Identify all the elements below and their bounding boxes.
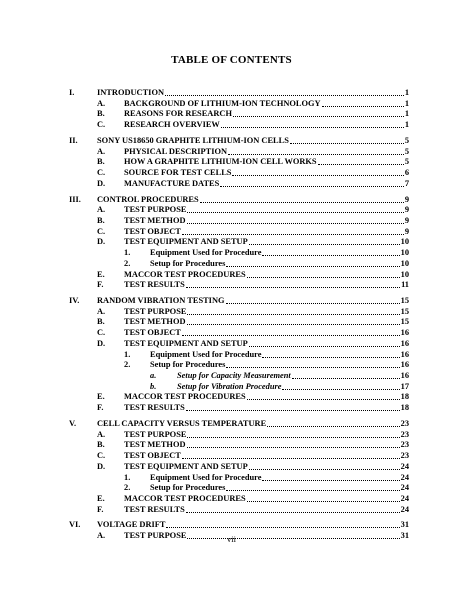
dot-leader [226,489,399,491]
toc-entry-number: F. [97,403,104,413]
toc-entry [97,429,409,440]
toc-entry-number: F. [97,280,104,290]
toc-entry-number: III. [69,194,81,204]
toc-entry [97,327,409,338]
dot-leader [200,201,404,203]
toc-entry-title: TEST OBJECT [124,451,181,460]
toc-entry-number: A. [97,531,106,541]
toc-section [69,194,409,205]
dot-leader [220,185,404,187]
toc-entry-title: TEST EQUIPMENT AND SETUP [124,237,248,247]
dot-leader [187,436,399,438]
toc-entry-page: 9 [404,194,409,204]
toc-entry-title: REASONS FOR RESEARCH [124,109,232,119]
toc-entry-page: 6 [404,168,409,177]
toc-entry-title: PHYSICAL DESCRIPTION [124,146,228,156]
dot-leader [262,356,399,358]
toc-entry [124,482,409,493]
toc-entry-page: 10 [400,269,409,279]
toc-entry-number: A. [97,98,106,108]
toc-entry-page: 23 [400,429,409,439]
toc-entry [97,439,409,450]
toc-section [69,135,409,146]
toc-entry-page: 24 [400,461,409,471]
toc-entry [124,258,409,269]
toc-entry-title: TEST PURPOSE [124,531,187,541]
toc-entry-number: V. [69,418,77,428]
toc-entry-page: 11 [401,280,409,290]
toc-entry-title: CELL CAPACITY VERSUS TEMPERATURE [97,418,267,428]
toc-entry [97,493,409,504]
toc-entry [97,167,409,178]
toc-entry-title: TEST METHOD [124,215,186,225]
toc-entry-title: Equipment Used for Procedure [150,349,262,359]
toc-entry-page: 24 [400,493,409,503]
toc-entry [124,472,409,483]
toc-entry-number: E. [97,493,105,503]
toc-entry-page: 1 [404,109,409,119]
toc-entry-title: RESEARCH OVERVIEW [124,120,220,130]
toc-entry-number: C. [97,328,106,338]
toc-entry-number: A. [97,429,106,439]
toc-entry-page: 1 [404,88,409,97]
toc-entry-title: Equipment Used for Procedure [150,248,262,258]
toc-entry-title: BACKGROUND OF LITHIUM-ION TECHNOLOGY [124,98,321,108]
toc-entry-number: I. [69,88,75,97]
toc-entry [97,226,409,237]
dot-leader [247,276,400,278]
toc-entry [97,338,409,349]
toc-entry-title: TEST METHOD [124,317,186,327]
toc-entry [97,402,409,413]
dot-leader [322,105,404,107]
toc-entry-title: VOLTAGE DRIFT [97,520,166,530]
toc-entry-page: 18 [400,403,409,413]
toc-entry [97,450,409,461]
toc-section [69,295,409,306]
toc-entry-number: 2. [124,258,131,268]
toc-entry [97,204,409,215]
toc-entry-title: SOURCE FOR TEST CELLS [124,168,232,177]
toc-entry-number: 2. [124,483,131,493]
toc-entry-number: B. [97,109,105,119]
toc-entry-title: TEST EQUIPMENT AND SETUP [124,338,248,348]
toc-entry [97,98,409,109]
dot-leader [282,388,399,390]
toc-entry-number: IV. [69,296,80,305]
toc-entry-number: B. [97,317,105,327]
toc-entry-number: C. [97,168,106,177]
dot-leader [165,94,404,96]
toc-entry-page: 17 [400,381,409,391]
dot-leader [249,243,400,245]
toc-entry-number: C. [97,226,106,236]
toc-entry-title: TEST PURPOSE [124,306,187,316]
toc-entry-number: D. [97,178,106,188]
toc-entry [97,461,409,472]
toc-entry-title: TEST OBJECT [124,226,181,236]
toc-entry-page: 31 [400,531,409,541]
dot-leader [247,398,400,400]
toc-entry-title: TEST RESULTS [124,504,185,514]
toc-entry-page: 9 [404,215,409,225]
dot-leader [318,163,404,165]
dot-leader [267,425,399,427]
dot-leader [232,174,403,176]
toc-entry-number: 1. [124,349,131,359]
dot-leader [182,457,400,459]
toc-entry-number: b. [150,381,157,391]
toc-entry-number: B. [97,157,105,167]
toc-entry-title: Equipment Used for Procedure [150,472,262,482]
dot-leader [187,446,400,448]
toc-entry-number: 1. [124,472,131,482]
toc-entry-number: A. [97,146,106,156]
toc-entry-page: 15 [400,317,409,327]
toc-entry-title: TEST PURPOSE [124,429,187,439]
toc-entry-title: MACCOR TEST PROCEDURES [124,269,246,279]
toc-entry-number: F. [97,504,104,514]
toc-entry-page: 1 [404,120,409,130]
toc-entry-number: B. [97,215,105,225]
dot-leader [187,222,404,224]
toc-entry [97,108,409,119]
toc-entry-number: D. [97,338,106,348]
dot-leader [187,313,399,315]
toc-entry-page: 9 [404,205,409,215]
dot-leader [187,323,400,325]
dot-leader [221,126,404,128]
dot-leader [186,511,400,513]
toc-entry-number: II. [69,135,78,145]
dot-leader [262,254,399,256]
toc-entry-title: HOW A GRAPHITE LITHIUM-ION CELL WORKS [124,157,317,167]
toc-entry-number: E. [97,269,105,279]
toc-entry [97,156,409,167]
dot-leader [186,409,400,411]
dot-leader [228,153,404,155]
toc-entry [97,119,409,130]
page-number: vii [227,534,236,544]
toc-entry-title: MACCOR TEST PROCEDURES [124,392,246,402]
toc-entry-page: 23 [400,440,409,450]
toc-entry-page: 9 [404,226,409,236]
toc-entry [97,269,409,280]
toc-entry-title: Setup for Capacity Measurement [177,371,291,380]
dot-leader [233,115,404,117]
dot-leader [187,211,403,213]
toc-entry [97,146,409,157]
toc-entry-page: 18 [400,392,409,402]
toc-entry [97,236,409,247]
toc-section [69,519,409,530]
toc-entry-number: A. [97,205,106,215]
dot-leader [182,233,404,235]
dot-leader [249,468,400,470]
toc-section [69,418,409,429]
toc-entry-page: 1 [404,98,409,108]
toc-entry-title: Setup for Procedures [150,360,226,370]
toc-entry [97,178,409,189]
toc-entry-number: a. [150,371,157,380]
dot-leader [226,366,399,368]
toc-entry-page: 23 [400,451,409,460]
toc-entry-title: Setup for Procedures [150,258,226,268]
toc-entry-page: 10 [400,258,409,268]
toc-entry-number: B. [97,440,105,450]
toc-entry-page: 15 [400,296,409,305]
toc-entry-title: TEST RESULTS [124,280,185,290]
toc-entry-number: VI. [69,520,81,530]
toc-entry-title: TEST PURPOSE [124,205,187,215]
toc-entry-page: 10 [400,237,409,247]
toc-entry-number: E. [97,392,105,402]
toc-entry-title: Setup for Procedures [150,483,226,493]
toc-entry-page: 5 [404,157,409,167]
toc-entry-page: 16 [400,338,409,348]
toc-entry [97,391,409,402]
dot-leader [292,377,400,379]
toc-entry-page: 16 [400,360,409,370]
toc-entry-title: SONY US18650 GRAPHITE LITHIUM-ION CELLS [97,135,289,145]
dot-leader [166,526,399,528]
toc-entry [97,215,409,226]
toc-entry [124,247,409,258]
toc-entry-page: 24 [400,504,409,514]
toc-entry-title: Setup for Vibration Procedure [177,381,282,391]
toc-entry-page: 31 [400,520,409,530]
toc-entry [97,316,409,327]
toc-entry-page: 15 [400,306,409,316]
dot-leader [247,500,400,502]
dot-leader [226,302,400,304]
toc-entry-title: INTRODUCTION [97,88,165,97]
toc-entry [150,381,409,392]
toc-entry-number: 2. [124,360,131,370]
toc-entry-number: D. [97,461,106,471]
toc-entry-title: TEST METHOD [124,440,186,450]
toc-entry [97,279,409,290]
toc-entry-title: TEST EQUIPMENT AND SETUP [124,461,248,471]
toc-entry [97,504,409,515]
toc-entry-title: RANDOM VIBRATION TESTING [97,296,225,305]
toc-entry [124,359,409,370]
toc-entry-page: 10 [400,248,409,258]
toc-section [69,87,409,98]
toc-entry [150,370,409,381]
toc-entry-page: 5 [404,135,409,145]
toc-entry-title: MANUFACTURE DATES [124,178,220,188]
toc-entry-page: 16 [400,349,409,359]
toc-entry [97,306,409,317]
dot-leader [226,265,399,267]
dot-leader [249,345,400,347]
toc-entry-page: 16 [400,371,409,380]
dot-leader [182,334,400,336]
toc-entry-page: 7 [404,178,409,188]
toc-entry-page: 23 [400,418,409,428]
toc-entry-title: MACCOR TEST PROCEDURES [124,493,246,503]
toc-entry-page: 24 [400,483,409,493]
toc-entry-title: CONTROL PROCEDURES [97,194,199,204]
toc-entry-page: 24 [400,472,409,482]
toc-entry-number: 1. [124,248,131,258]
toc-entry-number: D. [97,237,106,247]
toc-entry-page: 16 [400,328,409,338]
toc-entry [124,349,409,360]
toc-entry-title: TEST RESULTS [124,403,185,413]
dot-leader [262,479,399,481]
toc-entry-number: C. [97,451,106,460]
toc-entry-page: 5 [404,146,409,156]
toc-entry-title: TEST OBJECT [124,328,181,338]
dot-leader [290,142,404,144]
toc-entry-number: A. [97,306,106,316]
dot-leader [186,286,400,288]
page-title: TABLE OF CONTENTS [171,54,292,66]
toc-entry-number: C. [97,120,106,130]
